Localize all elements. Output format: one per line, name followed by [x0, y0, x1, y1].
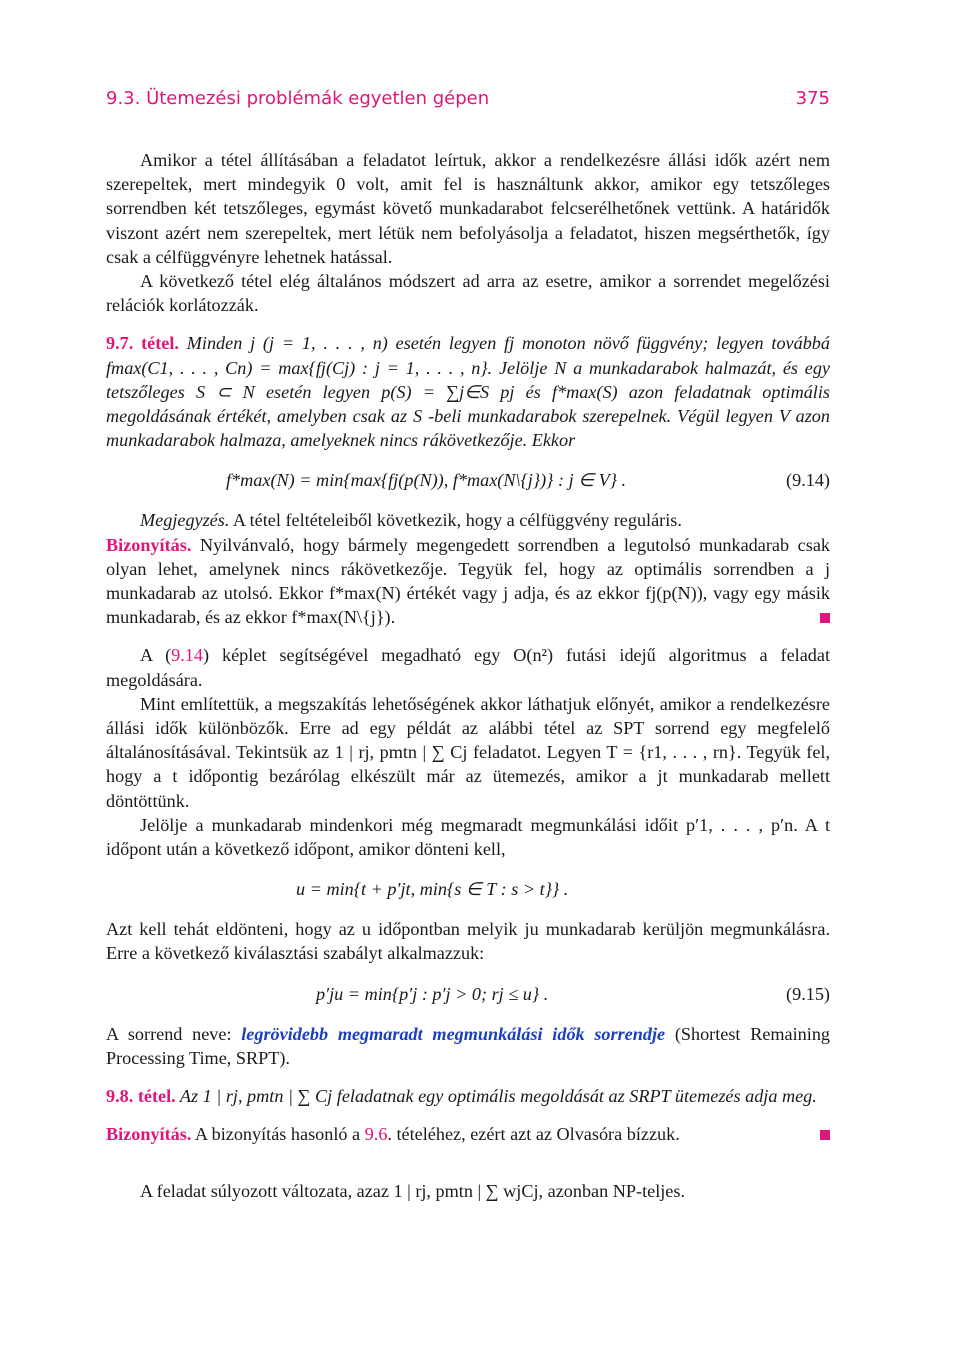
- proof-2: Bizonyítás. A bizonyítás hasonló a 9.6. tételéhez, ezért azt az Olvasóra bízzuk.: [106, 1122, 830, 1146]
- proof-label: Bizonyítás.: [106, 1124, 192, 1145]
- remark-label: Megjegyzés.: [140, 510, 230, 531]
- equation-reference-link[interactable]: 9.14: [171, 645, 203, 666]
- proof-text: Nyilvánvaló, hogy bármely megengedett sorrendben a legutolsó munkadarab csak olyan lehet, amelynek nincs rákövetkezője. Tegyük fel, hogy az optimális sorrendben a j munkadarab az utolsó. Ekkor f*max(N) értékét vagy j adja, és az ekkor fj(p(N)), vagy egy másik munkadarab, és az ekkor f*max(N\{j}).: [106, 534, 830, 628]
- paragraph: A (9.14) képlet segítségével megadható egy O(n²) futási idejű algoritmus a feladat megoldására.: [106, 645, 830, 690]
- equation-u: [106, 875, 830, 903]
- paragraph: A feladat súlyozott változata, azaz 1 | rj, pmtn | ∑ wjCj, azonban NP-teljes.: [140, 1180, 686, 1201]
- equation-body: u = min{t + p′jt, min{s ∈ T : s > t}} .: [296, 879, 569, 900]
- paragraph: A következő tétel elég általános módszert ad arra az esetre, amikor a sorrendet megelőzési relációk korlátozzák.: [106, 271, 830, 316]
- page-header: [106, 88, 830, 112]
- qed-square-icon: [820, 1130, 830, 1140]
- qed-square-icon: [820, 613, 830, 623]
- term-highlight: legrövidebb megmaradt megmunkálási idők sorrendje: [241, 1023, 666, 1044]
- theorem-text: Az 1 | rj, pmtn | ∑ Cj feladatnak egy optimális megoldását az SRPT ütemezés adja meg.: [175, 1086, 817, 1107]
- equation-9-14: [106, 466, 830, 494]
- paragraph: Jelölje a munkadarab mindenkori még megmaradt megmunkálási időit p′1, . . . , p′n. A t időpont után a következő időpont, amikor dönteni kell,: [106, 814, 830, 860]
- theorem-9-7: [106, 331, 830, 452]
- equation-body: p′ju = min{p′j : p′j > 0; rj ≤ u} .: [316, 983, 549, 1004]
- remark: [106, 508, 830, 532]
- theorem-text: Minden j (j = 1, . . . , n) esetén legyen fj monoton növő függvény; legyen továbbá fmax(C1, . . . , Cn) = max{fj(Cj) : j = 1, . . . , n}. Jelölje N a munkadarabok halmazát, és egy tetszőleges S ⊂ N esetén legyen p(S) = ∑j∈S pj és f*max(S) azon feladatnak optimális megoldásának értékét, amelyben csak az S -beli munkadarabok szerepelnek. Végül legyen V azon munkadarabok halmaza, amelyeknek nincs rákövetkezője. Ekkor: [106, 333, 830, 451]
- proof-label: Bizonyítás.: [106, 534, 192, 555]
- paragraph: Amikor a tétel állításában a feladatot leírtuk, akkor a rendelkezésre állási idők azért nem szerepeltek, mert mindegyik 0 volt, amit fel is használtunk akkor, amikor egy tetszőleges sorrendben két tetszőleges, egymást követő munkadarabot felcserélhetőnek vettünk. A határidők viszont azért nem szerepeltek, mert létük nem befolyásolja a feladatot, hiszen megsérthetők, így csak a célfüggvényre lehetnek hatással.: [106, 150, 830, 267]
- page-body: [106, 148, 830, 1203]
- theorem-label: 9.7. tétel.: [106, 333, 179, 354]
- equation-tag: (9.14): [786, 470, 830, 491]
- paragraph: A sorrend neve: legrövidebb megmaradt megmunkálási idők sorrendje (Shortest Remaining Processing Time, SRPT).: [106, 1023, 831, 1068]
- page-number: 375: [795, 88, 830, 109]
- theorem-9-8: [106, 1084, 830, 1108]
- equation-9-15: [106, 980, 830, 1008]
- paragraph: Mint említettük, a megszakítás lehetőségének akkor láthatjuk előnyét, amikor a rendelkezésre állási idők különbözők. Erre ad egy példát az alábbi tétel az SPT sorrend egy megfelelő általánosításával. Tekintsük az 1 | rj, pmtn | ∑ Cj feladatot. Legyen T = {r1, . . . , rn}. Tegyük fel, hogy a t időpontig bezárólag elkészült már az ütemezés, amikor a jt munkadarab mellett döntöttünk.: [106, 693, 830, 811]
- theorem-reference-link[interactable]: 9.6: [364, 1124, 388, 1145]
- equation-tag: (9.15): [786, 983, 830, 1004]
- section-title: 9.3. Ütemezési problémák egyetlen gépen: [106, 88, 490, 109]
- remark-text: A tétel feltételeiből következik, hogy a célfüggvény reguláris.: [229, 510, 682, 531]
- equation-body: f*max(N) = min{max{fj(p(N)), f*max(N\{j})} : j ∈ V} .: [226, 470, 627, 491]
- paragraph: Azt kell tehát eldönteni, hogy az u időpontban melyik ju munkadarab kerüljön megmunkálásra. Erre a következő kiválasztási szabályt alkalmazzuk:: [106, 919, 830, 964]
- theorem-label: 9.8. tétel.: [106, 1086, 176, 1107]
- proof-1: [106, 533, 830, 630]
